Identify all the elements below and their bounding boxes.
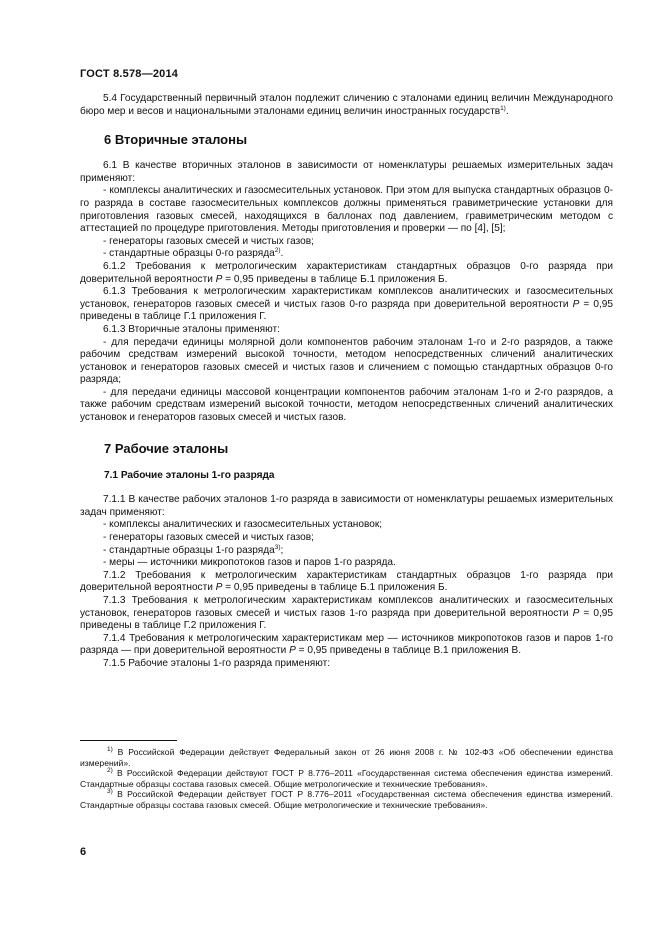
list-item: - комплексы аналитических и газосмесительных установок;: [103, 519, 383, 531]
footnote-3: $^{3)}$ В Российской Федерации действует ГОСТ Р 8.776–2011 «Государственная система обеспечения единства измерений. Стандартные образцы состава газовых смесей. Общие метрологические и технические требования».: [80, 788, 613, 810]
list-item: - стандартные образцы 1-го разряда$^{3)}$;: [103, 543, 284, 556]
paragraph-6-1-3: 6.1.3 Требования к метрологическим характеристикам комплексов аналитических и газосмесительных установок, генераторов газовых смесей и чистых газов 0-го разряда при доверительной вероятности P = 0,95 приведены в таблице Г.1 приложения Г.: [80, 286, 613, 323]
list-item: - генераторы газовых смесей и чистых газов;: [103, 532, 314, 544]
page-number: 6: [80, 846, 87, 858]
footnote-1: $^{1)}$ В Российской Федерации действует Федеральный закон от 26 июня 2008 г. № 102-ФЗ «Об обеспечении единства измерений».: [80, 746, 613, 768]
paragraph-5-4: 5.4 Государственный первичный эталон подлежит сличению с эталонами единиц величин Международного бюро мер и весов и национальными эталонами единиц величин иностранных государств$^{1)}$.: [80, 93, 613, 117]
section-6-heading: 6 Вторичные эталоны: [104, 132, 248, 148]
list-item: - меры — источники микропотоков газов и паров 1-го разряда.: [103, 557, 396, 569]
paragraph-7-1-3: 7.1.3 Требования к метрологическим характеристикам комплексов аналитических и газосмесительных установок, генераторов газовых смесей и чистых газов 1-го разряда при доверительной вероятности P = 0,95 приведены в таблице Г.2 приложения Г.: [80, 595, 613, 632]
paragraph-6-1: 6.1 В качестве вторичных эталонов в зависимости от номенклатуры решаемых измерительных задач применяют:: [80, 160, 613, 184]
subsection-7-1-heading: 7.1 Рабочие эталоны 1-го разряда: [104, 469, 275, 481]
list-item: - комплексы аналитических и газосмесительных установок. При этом для выпуска стандартных образцов 0-го разряда в составе газосмесительных комплексов должны применяться гравиметрические установки для приготовления газовых смесей, находящихся в баллонах под давлением, гравиметрическим методом с аттестацией по процедуре приготовления. Методы приготовления и проверки — по [4], [5];: [80, 185, 613, 235]
footnote-ref-3[interactable]: 3): [274, 543, 281, 551]
list-item: - генераторы газовых смесей и чистых газов;: [103, 235, 314, 247]
list-item: - для передачи единицы молярной доли компонентов рабочим эталонам 1-го и 2-го разрядов, а также рабочим средствам измерений высокой точности, методом непосредственных сличений аналитических установок и генераторов газовых смесей и чистых газов и сличением с помощью стандартных образцов 0-го разряда;: [80, 336, 613, 386]
list-item: - стандартные образцы 0-го разряда$^{2)}$.: [103, 247, 284, 260]
paragraph-7-1-1: 7.1.1 В качестве рабочих эталонов 1-го разряда в зависимости от номенклатуры решаемых измерительных задач применяют:: [80, 494, 613, 518]
footnote-ref-2[interactable]: 2): [274, 247, 281, 255]
footnote-divider: [80, 740, 177, 741]
paragraph-6-1-3-use: 6.1.3 Вторичные эталоны применяют:: [103, 323, 280, 335]
footnote-2: $^{2)}$ В Российской Федерации действуют ГОСТ Р 8.776–2011 «Государственная система обеспечения единства измерений. Стандартные образцы состава газовых смесей. Общие метрологические и технические требования».: [80, 767, 613, 789]
paragraph-7-1-4: 7.1.4 Требования к метрологическим характеристикам мер — источников микропотоков газов и паров 1-го разряда — при доверительной вероятности P = 0,95 приведены в таблице В.1 приложения В.: [80, 632, 613, 657]
running-header: ГОСТ 8.578—2014: [80, 68, 179, 80]
section-7-heading: 7 Рабочие эталоны: [104, 440, 229, 456]
list-item: - для передачи единицы массовой концентрации компонентов рабочим эталонам 1-го и 2-го разрядов, а также рабочим средствам измерений высокой точности, методом непосредственных сличений аналитических установок и генераторов газовых смесей и чистых газов.: [80, 386, 613, 424]
paragraph-7-1-2: 7.1.2 Требования к метрологическим характеристикам стандартных образцов 1-го разряда при доверительной вероятности P = 0,95 приведены в таблице Б.1 приложения Б.: [80, 569, 613, 594]
paragraph-7-1-5: 7.1.5 Рабочие эталоны 1-го разряда применяют:: [103, 657, 331, 669]
footnote-ref-1[interactable]: 1): [500, 104, 506, 112]
body-text: [80, 93, 613, 671]
footnotes: [80, 747, 613, 811]
paragraph-6-1-2: 6.1.2 Требования к метрологическим характеристикам стандартных образцов 0-го разряда при доверительной вероятности P = 0,95 приведены в таблице Б.1 приложения Б.: [80, 260, 613, 285]
